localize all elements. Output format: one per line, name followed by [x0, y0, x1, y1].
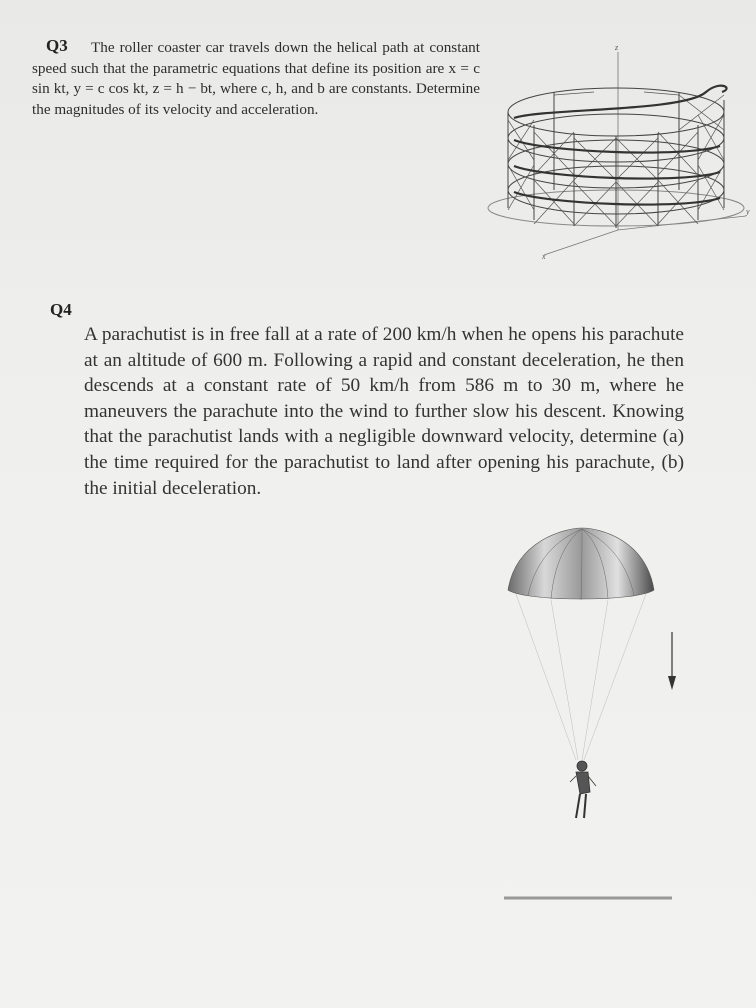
parachutist-figure: [496, 520, 696, 910]
q4-problem-text: A parachutist is in free fall at a rate of 200 km/h when he opens his parachute at an altitude of 600 m. Following a rapid and constant deceleration, he then descends at a constant rate of 50 km/h from 586 m to 30 m, where he maneuvers the parachute into the wind to further slow his descent. Knowing that the parachutist lands with a negligible downward velocity, determine (a) the time required for the parachutist to land after opening his parachute, (b) the initial deceleration.: [84, 324, 684, 499]
y-axis-label: y: [746, 207, 750, 216]
z-axis-label: z: [615, 43, 619, 52]
down-arrow-icon: [668, 632, 676, 690]
x-axis: [544, 230, 618, 255]
q3-problem-text: The roller coaster car travels down the helical path at constant speed such that the parametric equations that define its position are x = c sin kt, y = c cos kt, z = h − bt, where c, h, and b are constants. Determine the magnitudes of its velocity and acceleration.: [32, 39, 480, 118]
x-axis-label: x: [542, 252, 546, 261]
parachutist: [570, 761, 596, 818]
parachute-canopy: [508, 528, 654, 600]
q3-label: Q3: [46, 36, 68, 55]
roller-coaster-figure: [484, 40, 754, 265]
q4-label: Q4: [50, 300, 72, 319]
